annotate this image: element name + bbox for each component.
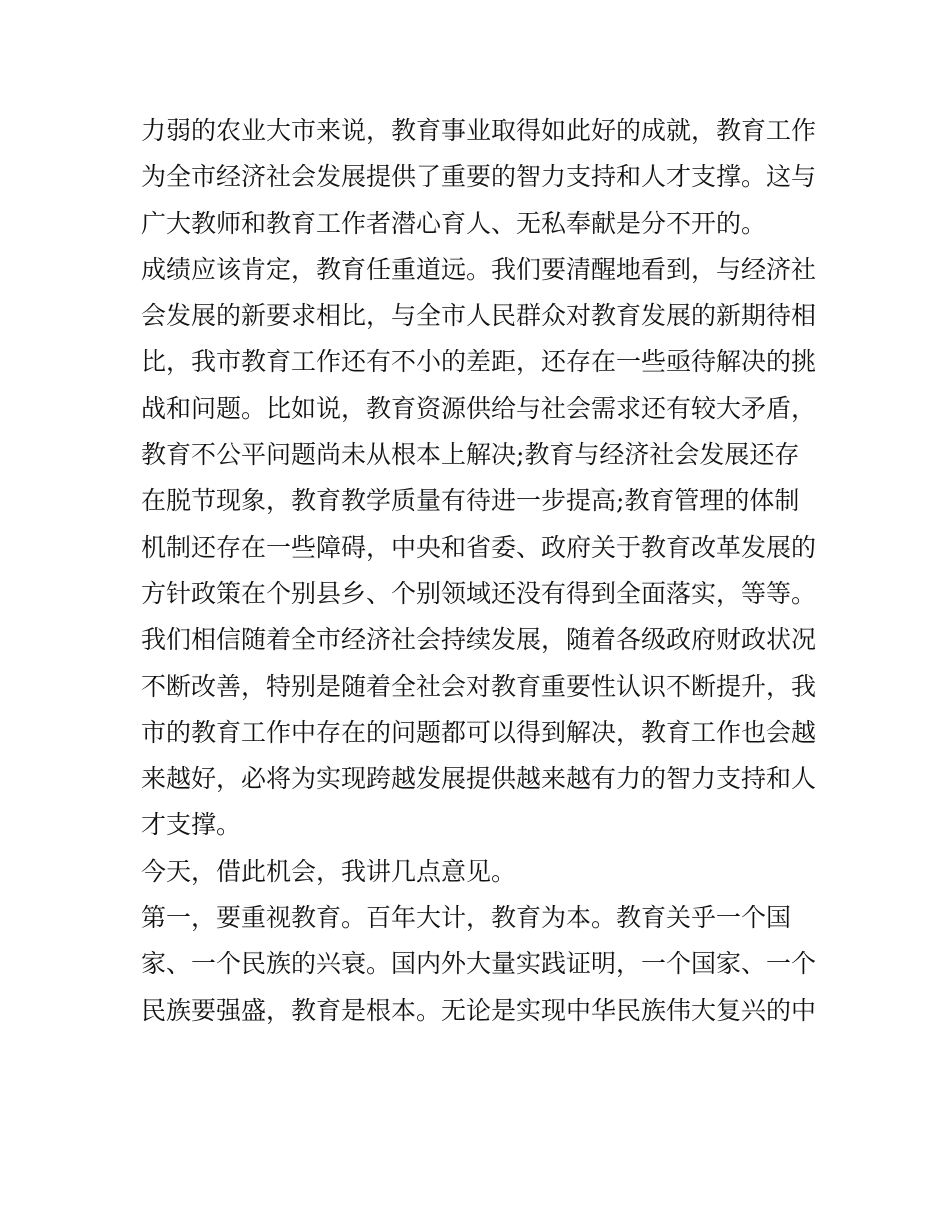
text-line: 在脱节现象，教育教学质量有待进一步提高;教育管理的体制: [141, 486, 800, 516]
text-line: 来越好，必将为实现跨越发展提供越来越有力的智力支持和人: [141, 764, 817, 794]
text-line: 不断改善，特别是随着全社会对教育重要性认识不断提升，我: [141, 671, 817, 701]
text-line: 比，我市教育工作还有不小的差距，还存在一些亟待解决的挑: [141, 347, 817, 377]
text-line: 方针政策在个别县乡、个别领域还没有得到全面落实，等等。: [141, 578, 817, 608]
text-line: 我们相信随着全市经济社会持续发展，随着各级政府财政状况: [141, 625, 817, 655]
text-line: 家、一个民族的兴衰。国内外大量实践证明，一个国家、一个: [141, 949, 817, 979]
text-line: 才支撑。: [141, 810, 242, 840]
text-line: 机制还存在一些障碍，中央和省委、政府关于教育改革发展的: [141, 532, 817, 562]
text-line: 为全市经济社会发展提供了重要的智力支持和人才支撑。这与: [141, 162, 817, 192]
text-line: 民族要强盛，教育是根本。无论是实现中华民族伟大复兴的中: [141, 995, 817, 1025]
text-line: 力弱的农业大市来说，教育事业取得如此好的成就，教育工作: [141, 116, 817, 145]
text-line: 市的教育工作中存在的问题都可以得到解决，教育工作也会越: [141, 717, 817, 747]
body-text: [141, 108, 821, 1034]
text-line: 战和问题。比如说，教育资源供给与社会需求还有较大矛盾，: [141, 393, 817, 423]
text-line: 广大教师和教育工作者潜心育人、无私奉献是分不开的。: [141, 208, 767, 238]
text-line: 教育不公平问题尚未从根本上解决;教育与经济社会发展还存: [141, 440, 800, 470]
text-line: 第一，要重视教育。百年大计，教育为本。教育关乎一个国: [141, 903, 792, 933]
text-line: 会发展的新要求相比，与全市人民群众对教育发展的新期待相: [141, 301, 817, 331]
text-line: 今天，借此机会，我讲几点意见。: [141, 856, 517, 886]
text-line: 成绩应该肯定，教育任重道远。我们要清醒地看到，与经济社: [141, 254, 817, 284]
